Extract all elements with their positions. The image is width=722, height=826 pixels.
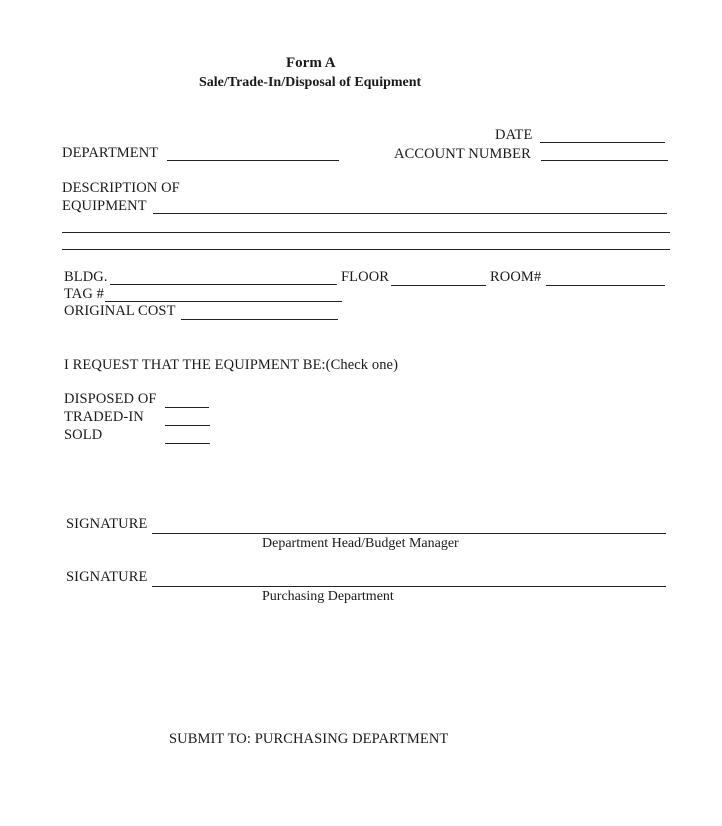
tag-field[interactable] bbox=[105, 301, 342, 302]
floor-field[interactable] bbox=[391, 285, 486, 286]
option-traded-label: TRADED-IN bbox=[64, 409, 144, 425]
option-traded-checkline[interactable] bbox=[165, 425, 210, 426]
request-statement: I REQUEST THAT THE EQUIPMENT BE:(Check one) bbox=[64, 357, 399, 373]
signature-field-2[interactable] bbox=[152, 586, 666, 587]
tag-label: TAG # bbox=[64, 286, 105, 302]
bldg-field[interactable] bbox=[110, 284, 337, 285]
description-field-line1[interactable] bbox=[153, 213, 667, 214]
form-title: Form A bbox=[286, 55, 336, 71]
option-disposed-checkline[interactable] bbox=[165, 407, 209, 408]
description-label-line1: DESCRIPTION OF bbox=[62, 180, 180, 196]
floor-label: FLOOR bbox=[341, 269, 390, 285]
option-disposed-label: DISPOSED OF bbox=[64, 391, 157, 407]
account-number-label: ACCOUNT NUMBER bbox=[394, 146, 531, 162]
room-field[interactable] bbox=[546, 285, 665, 286]
bldg-label: BLDG. bbox=[64, 269, 108, 285]
original-cost-label: ORIGINAL COST bbox=[64, 303, 176, 319]
option-sold-label: SOLD bbox=[64, 427, 103, 443]
signature-field-1[interactable] bbox=[152, 533, 666, 534]
description-label-line2: EQUIPMENT bbox=[62, 198, 147, 214]
signature-label-2: SIGNATURE bbox=[66, 569, 148, 585]
signature-caption-1: Department Head/Budget Manager bbox=[262, 536, 459, 551]
account-number-field[interactable] bbox=[541, 160, 668, 161]
date-field[interactable] bbox=[540, 142, 665, 143]
department-label: DEPARTMENT bbox=[62, 145, 159, 161]
department-field[interactable] bbox=[167, 160, 339, 161]
description-field-line2[interactable] bbox=[62, 232, 670, 233]
submit-to-text: SUBMIT TO: PURCHASING DEPARTMENT bbox=[169, 731, 449, 747]
option-sold-checkline[interactable] bbox=[165, 443, 210, 444]
form-subtitle: Sale/Trade-In/Disposal of Equipment bbox=[199, 75, 422, 90]
room-label: ROOM# bbox=[490, 269, 542, 285]
original-cost-field[interactable] bbox=[181, 319, 338, 320]
signature-label-1: SIGNATURE bbox=[66, 516, 148, 532]
description-field-line3[interactable] bbox=[62, 249, 670, 250]
signature-caption-2: Purchasing Department bbox=[262, 589, 394, 604]
date-label: DATE bbox=[495, 127, 533, 143]
